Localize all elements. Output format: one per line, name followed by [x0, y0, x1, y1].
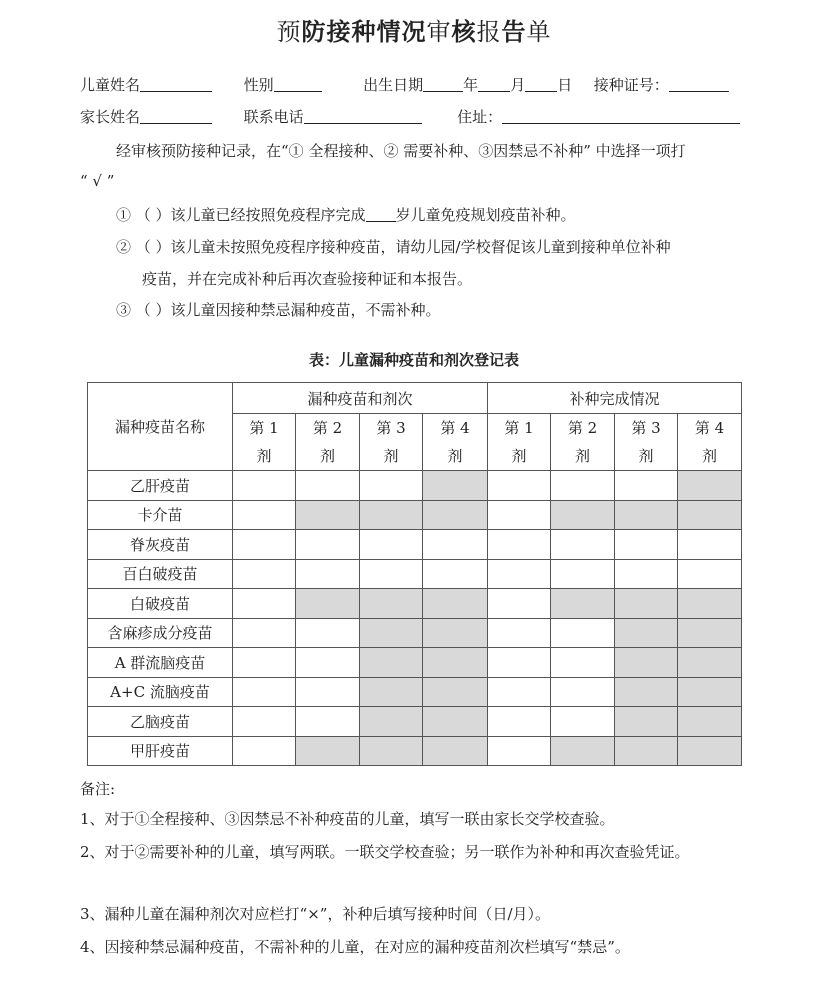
- dose-cell[interactable]: [296, 648, 360, 678]
- dose-cell-na: [296, 736, 360, 766]
- dose-cell-na: [423, 736, 488, 766]
- dose-cell[interactable]: [615, 530, 678, 560]
- birth-day-field[interactable]: [525, 75, 557, 92]
- dose-cell-na: [678, 471, 742, 501]
- title-part: 告: [501, 17, 527, 46]
- cert-no-field[interactable]: [669, 75, 729, 92]
- birth-date-label: 出生日期: [363, 76, 424, 94]
- dose-cell-na: [360, 589, 423, 619]
- dose-cell[interactable]: [423, 559, 488, 589]
- vaccine-name: A 群流脑疫苗: [88, 648, 233, 678]
- table-row: [88, 589, 742, 619]
- dose-cell[interactable]: [488, 707, 551, 737]
- title-part: 审: [426, 18, 452, 46]
- dose-cell-na: [615, 500, 678, 530]
- dose-cell[interactable]: [296, 677, 360, 707]
- dose-cell-na: [615, 707, 678, 737]
- note-item: 2、对于②需要补种的儿童，填写两联。一联交学校查验；另一联作为补种和再次查验凭证。: [80, 843, 690, 861]
- dose-cell-na: [615, 648, 678, 678]
- dose-cell[interactable]: [360, 530, 423, 560]
- dose-cell-na: [551, 736, 615, 766]
- page-title: [0, 12, 828, 47]
- instruction-intro: 经审核预防接种记录，在“① 全程接种、② 需要补种、③因禁忌不补种” 中选择一项打: [116, 142, 686, 160]
- dose-header: 第 2 剂: [551, 414, 615, 471]
- vaccine-name: A+C 流脑疫苗: [88, 677, 233, 707]
- dose-cell[interactable]: [488, 736, 551, 766]
- dose-cell-na: [615, 736, 678, 766]
- dose-cell[interactable]: [296, 559, 360, 589]
- option-1-text-end: 岁儿童免疫规划疫苗补种。: [395, 206, 576, 224]
- dose-cell-na: [678, 677, 742, 707]
- dose-cell[interactable]: [233, 471, 296, 501]
- table-row: [88, 559, 742, 589]
- title-part: 报: [476, 18, 502, 46]
- col-vaccine-name: 漏种疫苗名称: [88, 383, 233, 471]
- dose-cell-na: [423, 500, 488, 530]
- vaccine-name: 乙肝疫苗: [88, 471, 233, 501]
- dose-cell-na: [551, 500, 615, 530]
- phone-label: 联系电话: [243, 108, 304, 126]
- option-1-text: ① （ ）该儿童已经按照免疫程序完成: [116, 206, 366, 224]
- dose-cell[interactable]: [360, 471, 423, 501]
- note-item: 3、漏种儿童在漏种剂次对应栏打“×”，补种后填写接种时间（日/月）。: [80, 905, 551, 923]
- dose-cell-na: [360, 677, 423, 707]
- dose-cell[interactable]: [551, 559, 615, 589]
- gender-label: 性别: [243, 76, 274, 94]
- phone-field[interactable]: [304, 107, 422, 124]
- age-field[interactable]: [366, 205, 396, 222]
- dose-cell-na: [360, 648, 423, 678]
- dose-cell-na: [360, 707, 423, 737]
- parent-name-label: 家长姓名: [80, 108, 141, 126]
- dose-cell-na: [296, 500, 360, 530]
- dose-cell-na: [360, 736, 423, 766]
- dose-cell[interactable]: [488, 471, 551, 501]
- table-caption: 表：儿童漏种疫苗和剂次登记表: [308, 351, 519, 369]
- dose-cell[interactable]: [488, 618, 551, 648]
- dose-cell[interactable]: [488, 530, 551, 560]
- dose-cell[interactable]: [296, 707, 360, 737]
- dose-cell[interactable]: [233, 736, 296, 766]
- title-part: 防接种情况: [301, 17, 427, 46]
- table-row: [88, 500, 742, 530]
- dose-cell[interactable]: [678, 559, 742, 589]
- dose-cell[interactable]: [233, 618, 296, 648]
- dose-cell-na: [678, 618, 742, 648]
- dose-cell-na: [423, 589, 488, 619]
- dose-header: 第 1 剂: [233, 414, 296, 471]
- dose-header: 第 1 剂: [488, 414, 551, 471]
- table-row: [88, 530, 742, 560]
- dose-cell-na: [423, 677, 488, 707]
- child-name-field[interactable]: [140, 75, 212, 92]
- dose-cell[interactable]: [551, 677, 615, 707]
- dose-cell-na: [423, 618, 488, 648]
- option-2-text: ② （ ）该儿童未按照免疫程序接种疫苗，请幼儿园/学校督促该儿童到接种单位补种: [116, 238, 671, 256]
- dose-cell[interactable]: [296, 471, 360, 501]
- birth-month-field[interactable]: [478, 75, 510, 92]
- note-item: 1、对于①全程接种、③因禁忌不补种疫苗的儿童，填写一联由家长交学校查验。: [80, 810, 615, 828]
- dose-cell-na: [360, 500, 423, 530]
- table-row: [88, 677, 742, 707]
- dose-cell[interactable]: [551, 707, 615, 737]
- dose-cell[interactable]: [615, 471, 678, 501]
- dose-cell[interactable]: [423, 530, 488, 560]
- dose-header: 第 3 剂: [360, 414, 423, 471]
- year-label: 年: [463, 76, 479, 94]
- dose-header: 第 2 剂: [296, 414, 360, 471]
- dose-cell-na: [678, 736, 742, 766]
- dose-cell[interactable]: [233, 589, 296, 619]
- vaccine-name: 脊灰疫苗: [88, 530, 233, 560]
- gender-field[interactable]: [274, 75, 322, 92]
- dose-cell-na: [551, 589, 615, 619]
- parent-name-field[interactable]: [140, 107, 212, 124]
- dose-cell[interactable]: [551, 530, 615, 560]
- vaccine-name: 含麻疹成分疫苗: [88, 618, 233, 648]
- vaccine-table: [87, 382, 742, 766]
- dose-cell[interactable]: [551, 471, 615, 501]
- group-catchup-status: 补种完成情况: [488, 383, 742, 414]
- dose-cell[interactable]: [296, 530, 360, 560]
- option-2-text-cont: 疫苗，并在完成补种后再次查验接种证和本报告。: [142, 270, 473, 288]
- dose-cell-na: [423, 648, 488, 678]
- cert-no-label: 接种证号：: [593, 76, 669, 94]
- child-name-label: 儿童姓名: [80, 76, 141, 94]
- vaccine-name: 乙脑疫苗: [88, 707, 233, 737]
- dose-cell[interactable]: [360, 559, 423, 589]
- dose-cell-na: [678, 589, 742, 619]
- vaccine-name: 卡介苗: [88, 500, 233, 530]
- dose-cell[interactable]: [551, 648, 615, 678]
- dose-cell-na: [615, 589, 678, 619]
- dose-cell[interactable]: [678, 530, 742, 560]
- dose-cell[interactable]: [488, 677, 551, 707]
- table-row: [88, 618, 742, 648]
- dose-header: 第 4 剂: [678, 414, 742, 471]
- dose-cell-na: [678, 648, 742, 678]
- dose-cell[interactable]: [615, 559, 678, 589]
- address-field[interactable]: [502, 107, 740, 124]
- dose-cell[interactable]: [488, 559, 551, 589]
- dose-cell[interactable]: [488, 500, 551, 530]
- dose-cell[interactable]: [551, 618, 615, 648]
- option-1: [116, 204, 576, 226]
- table-row: [88, 736, 742, 766]
- dose-header: 第 4 剂: [423, 414, 488, 471]
- day-label: 日: [557, 76, 573, 94]
- dose-cell-na: [423, 471, 488, 501]
- dose-cell-na: [423, 707, 488, 737]
- note-item: 4、因接种禁忌漏种疫苗，不需补种的儿童，在对应的漏种疫苗剂次栏填写“禁忌”。: [80, 938, 630, 956]
- form-row-2: [80, 106, 740, 128]
- dose-cell[interactable]: [233, 559, 296, 589]
- instruction-checkmark: “ √ ”: [80, 172, 115, 190]
- dose-header: 第 3 剂: [615, 414, 678, 471]
- address-label: 住址：: [457, 108, 503, 126]
- dose-cell-na: [615, 677, 678, 707]
- table-row: [88, 707, 742, 737]
- dose-cell-na: [615, 618, 678, 648]
- dose-cell[interactable]: [233, 677, 296, 707]
- group-missed-doses: 漏种疫苗和剂次: [233, 383, 488, 414]
- table-row: [88, 648, 742, 678]
- dose-cell[interactable]: [233, 530, 296, 560]
- vaccine-name: 白破疫苗: [88, 589, 233, 619]
- dose-cell-na: [296, 589, 360, 619]
- vaccine-name: 百白破疫苗: [88, 559, 233, 589]
- title-part: 核: [451, 17, 477, 46]
- dose-cell-na: [678, 500, 742, 530]
- table-row: [88, 471, 742, 501]
- dose-cell[interactable]: [233, 707, 296, 737]
- option-3-text: ③ （ ）该儿童因接种禁忌漏种疫苗，不需补种。: [116, 301, 441, 319]
- dose-cell[interactable]: [233, 500, 296, 530]
- vaccine-name: 甲肝疫苗: [88, 736, 233, 766]
- dose-cell-na: [678, 707, 742, 737]
- dose-cell-na: [360, 618, 423, 648]
- dose-cell[interactable]: [488, 648, 551, 678]
- dose-cell[interactable]: [296, 618, 360, 648]
- dose-cell[interactable]: [233, 648, 296, 678]
- month-label: 月: [510, 76, 526, 94]
- title-part: 预: [276, 18, 302, 46]
- notes-title: 备注:: [80, 780, 116, 798]
- birth-year-field[interactable]: [423, 75, 463, 92]
- dose-cell[interactable]: [488, 589, 551, 619]
- title-part: 单: [526, 18, 552, 46]
- form-row-1: [80, 74, 729, 96]
